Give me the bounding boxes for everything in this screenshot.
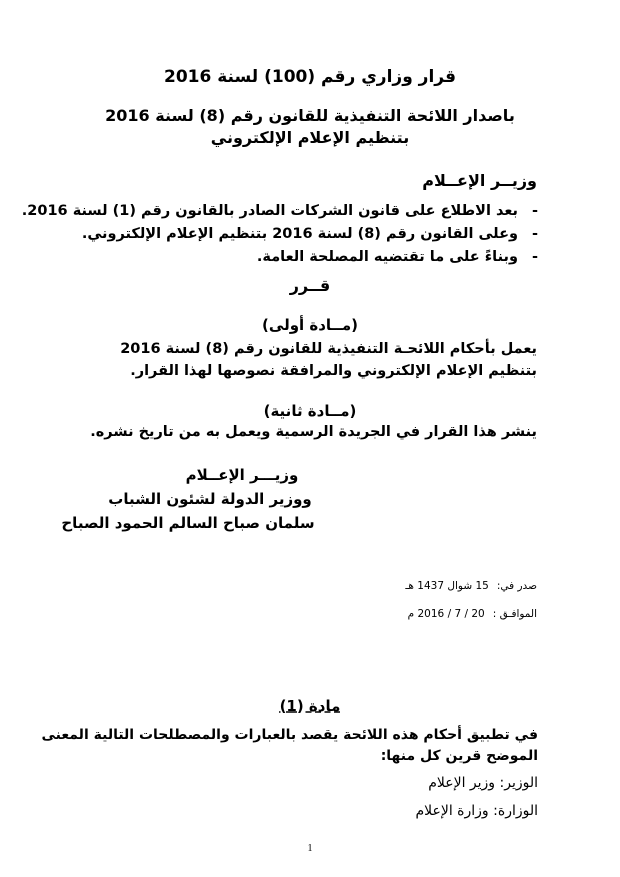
issued-label: صدر في:: [496, 580, 537, 592]
issued-value: 15 شوال 1437 هـ: [405, 580, 489, 592]
article2-title: (مــادة ثانية): [263, 402, 357, 420]
decree-subtitle-line2: بتنظيم الإعلام الإلكتروني: [210, 128, 410, 147]
signature-name: سلمان صباح السالم الحمود الصباح: [61, 514, 315, 532]
issued-date: [405, 580, 537, 592]
regulation-intro-line1: في تطبيق أحكام هذه اللائحة يقصد بالعبارات والمصطلحات التالية المعنى: [41, 727, 538, 743]
preamble-item: [68, 246, 538, 269]
page-number: 1: [307, 843, 313, 854]
decree-title: قرار وزاري رقم (100) لسنة 2016: [163, 67, 457, 87]
article1-body: يعمل بأحكام اللائحـة التنفيذية للقانون رقم (8) لسنة 2016 بتنظيم الإعلام الإلكتروني والمرافقة نصوصها لهذا القرار.: [120, 341, 537, 379]
preamble-item-text: بعد الاطلاع على قانون الشركات الصادر بالقانون رقم (1) لسنة 2016.: [21, 203, 518, 219]
preamble-item: [21, 200, 538, 223]
decree-subtitle-line1: باصدار اللائحة التنفيذية للقانون رقم (8) لسنة 2016: [105, 106, 515, 125]
preamble-item-text: وعلى القانون رقم (8) لسنة 2016 بتنظيم الإعلام الإلكتروني.: [81, 226, 518, 242]
preamble-item: [68, 223, 538, 246]
preamble-item-text: وبناءً على ما تقتضيه المصلحة العامة.: [256, 249, 518, 265]
corresponding-value: 20 / 7 / 2016 م: [407, 608, 485, 620]
minister-heading: وزيــر الإعــلام: [422, 171, 537, 190]
bullet-dash: -: [531, 249, 538, 265]
article2-body: ينشر هذا القرار في الجريدة الرسمية ويعمل به من تاريخ نشره.: [90, 424, 537, 440]
bullet-dash: -: [531, 203, 538, 219]
preamble-list: [21, 200, 538, 269]
signature-title: وزيـــر الإعــلام: [185, 466, 299, 484]
regulation-intro-line2: الموضح قرين كل منها:: [380, 748, 538, 764]
decree-heading: قــرر: [289, 276, 331, 295]
definition-minister: الوزير: وزير الإعلام: [428, 775, 538, 791]
signature-subtitle: ووزير الدولة لشئون الشباب: [108, 490, 312, 508]
corresponding-label: الموافـق :: [492, 608, 537, 620]
definition-ministry: الوزارة: وزارة الإعلام: [415, 803, 538, 819]
article1-title: (مــادة أولى): [262, 316, 358, 334]
regulation-article-title-text: مادة (1): [279, 697, 341, 715]
bullet-dash: -: [531, 226, 538, 242]
corresponding-date: [408, 608, 537, 620]
regulation-article-title: [0, 697, 620, 715]
